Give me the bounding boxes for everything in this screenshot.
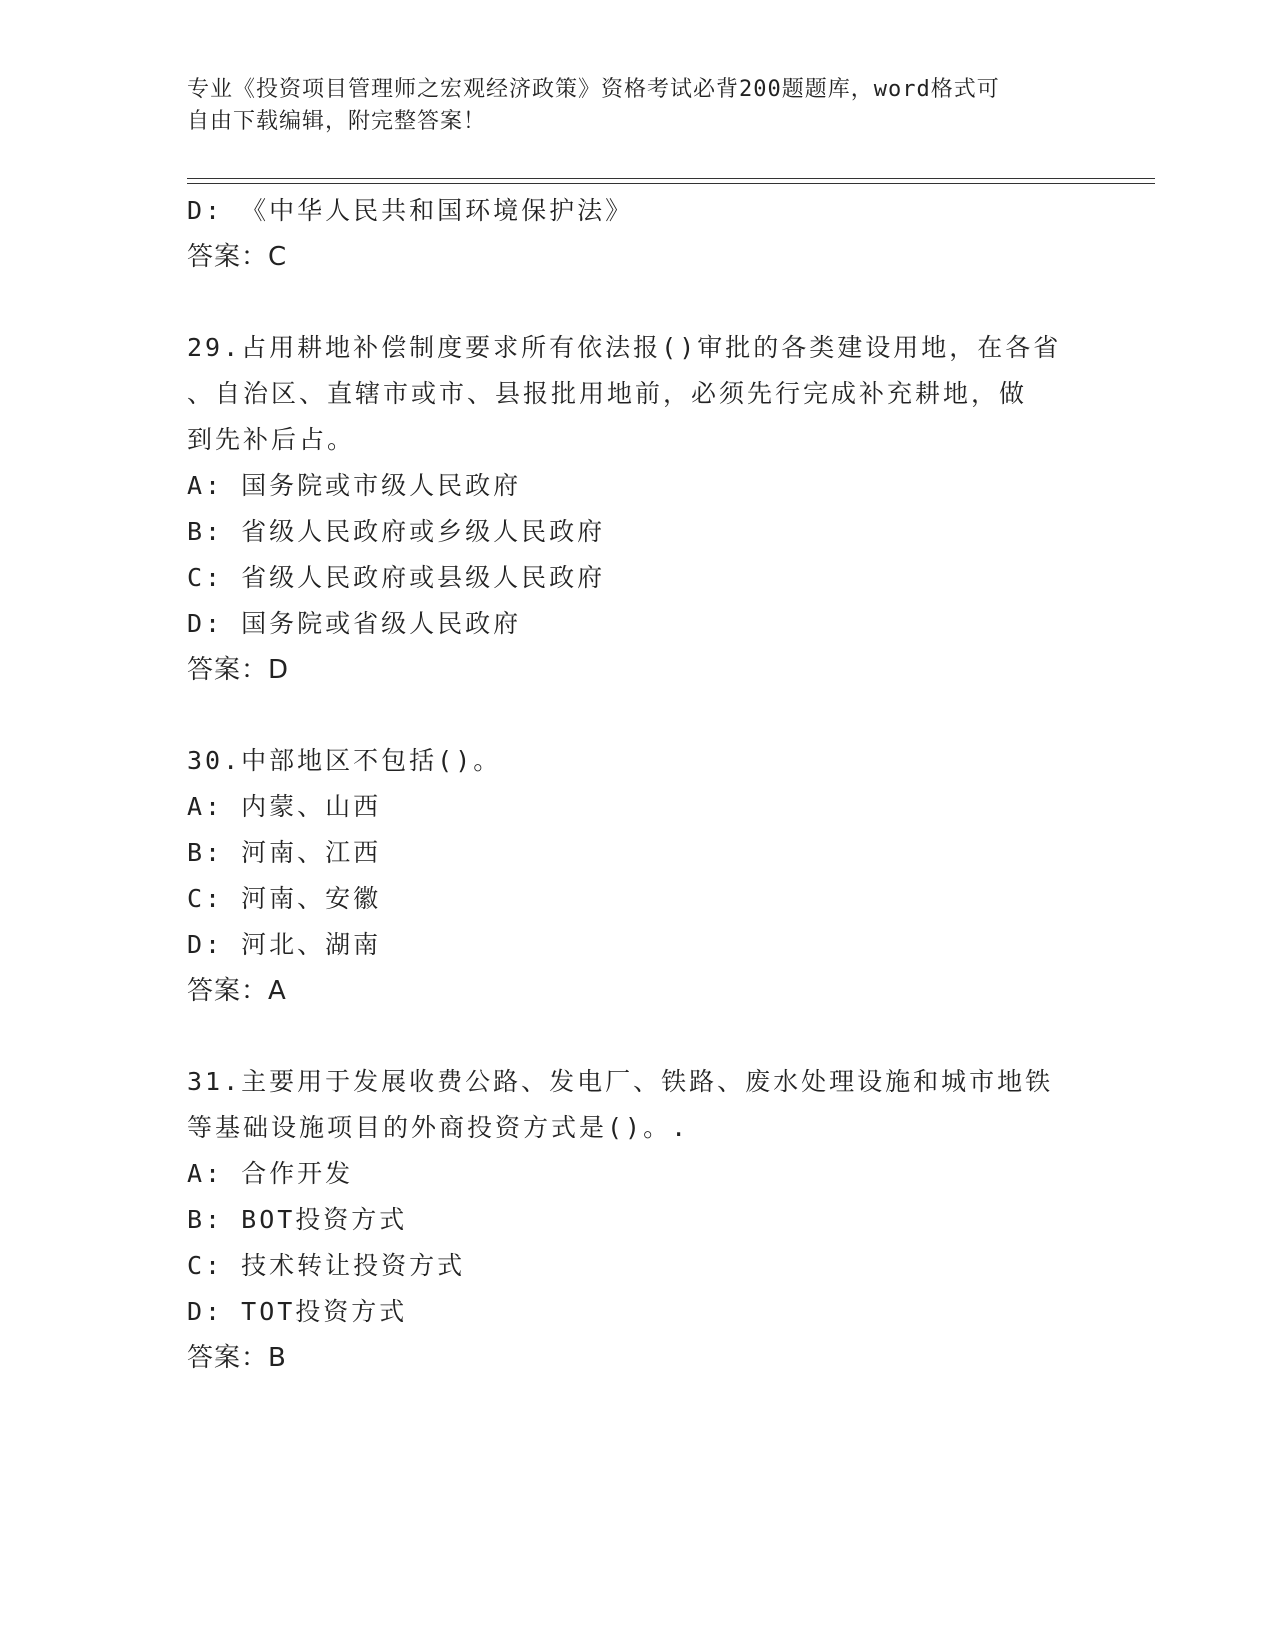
option-c: C: 技术转让投资方式 <box>187 1251 466 1280</box>
question-stem-line: 29.占用耕地补偿制度要求所有依法报()审批的各类建设用地，在各省 <box>187 333 1062 362</box>
question-stem-line: 30.中部地区不包括()。 <box>187 746 502 775</box>
question-stem-line: 31.主要用于发展收费公路、发电厂、铁路、废水处理设施和城市地铁 <box>187 1067 1054 1096</box>
option-b: B: 省级人民政府或乡级人民政府 <box>187 517 606 546</box>
header-line-1: 专业《投资项目管理师之宏观经济政策》资格考试必背200题题库，word格式可 <box>187 77 1000 102</box>
option-c: C: 省级人民政府或县级人民政府 <box>187 563 606 592</box>
answer: 答案：A <box>187 976 287 1006</box>
option-d: D: 河北、湖南 <box>187 930 382 959</box>
question-28-tail <box>187 188 1087 280</box>
question-stem-line: 、自治区、直辖市或市、县报批用地前，必须先行完成补充耕地，做 <box>187 379 1028 408</box>
answer: 答案：D <box>187 655 290 685</box>
question-29 <box>187 325 1087 693</box>
option-d: D: 国务院或省级人民政府 <box>187 609 522 638</box>
option-d: D: 《中华人民共和国环境保护法》 <box>187 196 634 225</box>
question-30 <box>187 738 1087 1014</box>
question-stem-line: 等基础设施项目的外商投资方式是()。. <box>187 1113 690 1142</box>
header-line-2: 自由下载编辑，附完整答案！ <box>187 109 487 134</box>
answer: 答案：B <box>187 1343 287 1373</box>
header-divider-bottom <box>187 183 1155 184</box>
question-31 <box>187 1059 1087 1381</box>
document-body <box>187 188 1087 1381</box>
question-stem-line: 到先补后占。 <box>187 425 356 454</box>
option-c: C: 河南、安徽 <box>187 884 382 913</box>
header-divider-top <box>187 178 1155 179</box>
option-b: B: BOT投资方式 <box>187 1205 408 1234</box>
option-d: D: TOT投资方式 <box>187 1297 408 1326</box>
option-a: A: 国务院或市级人民政府 <box>187 471 522 500</box>
document-header <box>187 74 1067 138</box>
option-a: A: 合作开发 <box>187 1159 354 1188</box>
option-a: A: 内蒙、山西 <box>187 792 382 821</box>
answer: 答案：C <box>187 242 288 272</box>
option-b: B: 河南、江西 <box>187 838 382 867</box>
